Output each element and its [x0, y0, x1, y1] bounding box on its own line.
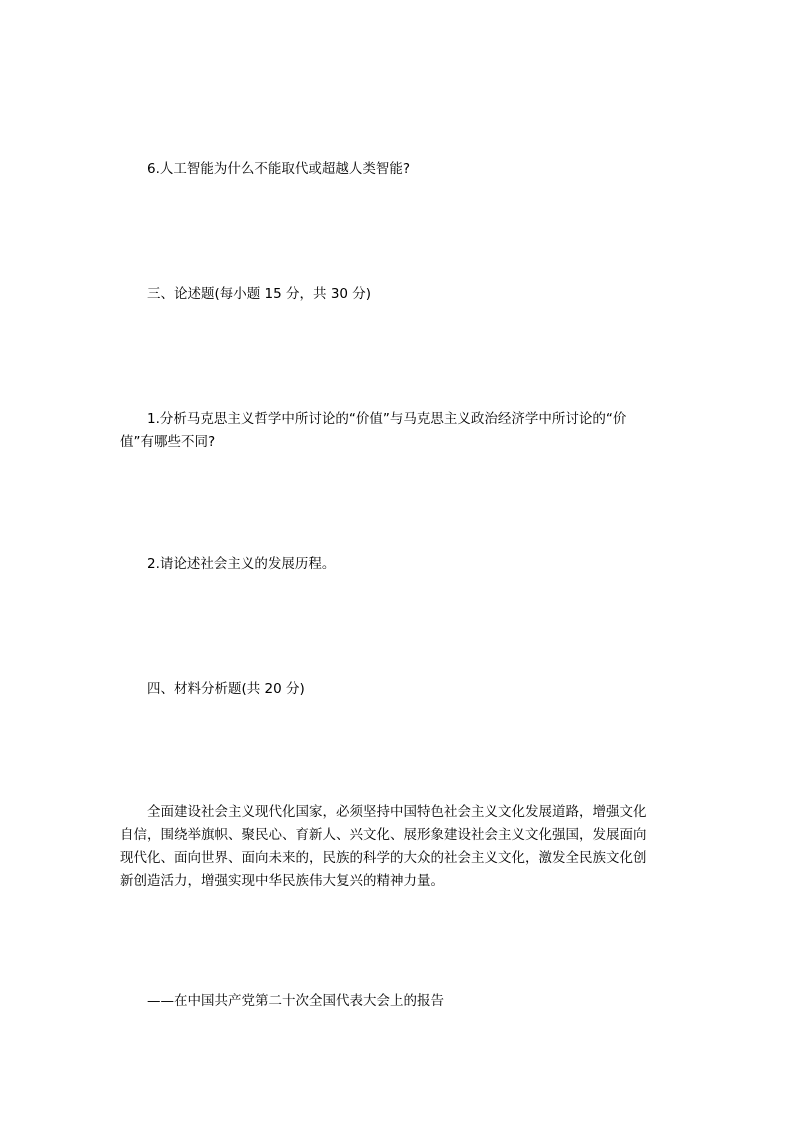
material-line: 现代化、面向世界、面向未来的，民族的科学的大众的社会主义文化，激发全民族文化创 — [120, 850, 647, 866]
material-source: ——在中国共产党第二十次全国代表大会上的报告 — [147, 993, 444, 1009]
material-line: 全面建设社会主义现代化国家，必须坚持中国特色社会主义文化发展道路，增强文化 — [147, 804, 647, 820]
essay-question-1-line-2: 值”有哪些不同? — [120, 434, 216, 450]
section-3-heading: 三、论述题(每小题 15 分，共 30 分) — [147, 286, 372, 302]
essay-question-1-line-1: 1.分析马克思主义哲学中所讨论的“价值”与马克思主义政治经济学中所讨论的“价 — [147, 411, 627, 427]
essay-question-1 — [120, 408, 668, 454]
essay-question-2: 2.请论述社会主义的发展历程。 — [147, 556, 336, 572]
question-6: 6.人工智能为什么不能取代或超越人类智能? — [147, 161, 411, 177]
section-4-heading: 四、材料分析题(共 20 分) — [147, 681, 305, 697]
material-line: 新创造活力，增强实现中华民族伟大复兴的精神力量。 — [120, 873, 444, 889]
material-paragraph — [120, 801, 668, 893]
material-line: 自信，围绕举旗帜、聚民心、育新人、兴文化、展形象建设社会主义文化强国，发展面向 — [120, 827, 647, 843]
